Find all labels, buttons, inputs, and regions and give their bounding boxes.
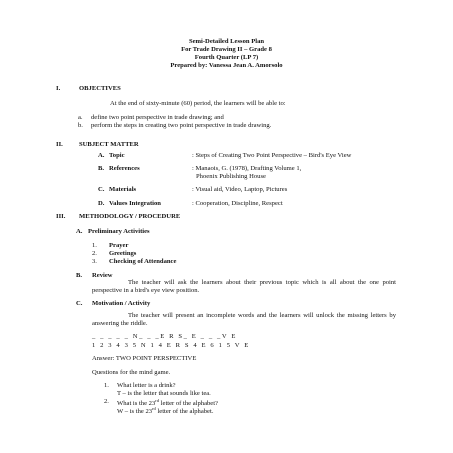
preliminary-number-1: 1.	[92, 242, 97, 249]
subject-row-letter-topic: A.	[98, 152, 105, 159]
subject-row-value-references: : Manaois, G. (1978), Drafting Volume 1,	[192, 165, 302, 172]
header-subject: For Trade Drawing II – Grade 8	[181, 46, 272, 53]
subsection-letter-motivation: C.	[76, 300, 83, 307]
subject-row-label-references: References	[109, 165, 140, 172]
section-heading-methodology: METHODOLOGY / PROCEDURE	[79, 213, 181, 220]
subsection-heading-review: Review	[92, 272, 113, 279]
subject-row-label-topic: Topic	[109, 152, 125, 159]
subsection-letter-preliminary: A.	[76, 228, 83, 235]
subject-row-label-materials: Materials	[109, 186, 137, 193]
question-answer-1: T – is the letter that sounds like tea.	[117, 390, 211, 397]
header-quarter: Fourth Quarter (LP 7)	[194, 54, 259, 61]
section-heading-subject-matter: SUBJECT MATTER	[79, 141, 139, 148]
section-heading-objectives: OBJECTIVES	[79, 85, 121, 92]
subject-row-letter-references: B.	[98, 165, 105, 172]
objective-marker-b: b.	[78, 122, 83, 129]
section-numeral-objectives: I.	[56, 85, 61, 92]
subject-row-value-values: : Cooperation, Discipline, Respect	[192, 200, 283, 207]
subject-row-letter-materials: C.	[98, 186, 105, 193]
preliminary-number-2: 2.	[92, 250, 97, 257]
subsection-heading-motivation: Motivation / Activity	[92, 300, 151, 307]
preliminary-number-3: 3.	[92, 258, 97, 265]
subject-row-letter-values: D.	[98, 200, 105, 207]
objective-text-b: perform the steps in creating two point perspective in trade drawing.	[91, 122, 272, 129]
question-text-1: What letter is a drink?	[117, 382, 176, 389]
puzzle-letters: _ _ _ _ _ N_ _ _E R S_ E _ _ _V E	[92, 333, 237, 340]
section-numeral-methodology: III.	[56, 213, 66, 220]
question-number-1: 1.	[104, 382, 109, 389]
objective-text-a: define two point perspective in trade drawing; and	[91, 114, 224, 121]
questions-intro: Questions for the mind game.	[92, 369, 171, 376]
subject-row-value-references-2: Phoenix Publishing House	[196, 173, 266, 180]
question-answer-2: W – is the 23rd letter of the alphabet.	[117, 406, 214, 416]
header-author: Prepared by: Vanessa Jean A. Amorsolo	[170, 62, 283, 69]
objective-marker-a: a.	[78, 114, 83, 121]
subsection-heading-preliminary: Preliminary Activities	[88, 228, 150, 235]
preliminary-item-prayer: Prayer	[109, 242, 129, 249]
preliminary-item-greetings: Greetings	[109, 250, 137, 257]
question-number-2: 2.	[104, 398, 109, 405]
review-paragraph: The teacher will ask the learners about their previous topic which is all about the one point perspective in a bird's eye view position.	[92, 279, 396, 294]
puzzle-numbers: 1 2 3 4 3 5 N 1 4 E R S 4 E 6 1 5 V E	[92, 342, 250, 349]
question-text-2: What is the 23rd letter of the alphabet?	[117, 398, 218, 408]
puzzle-answer: Answer: TWO POINT PERSPECTIVE	[92, 355, 197, 362]
objectives-intro: At the end of sixty-minute (60) period, the learners will be able to:	[110, 100, 286, 107]
subject-row-value-materials: : Visual aid, Video, Laptop, Pictures	[192, 186, 288, 193]
subsection-letter-review: B.	[76, 272, 83, 279]
subject-row-value-topic: : Steps of Creating Two Point Perspective – Bird's Eye View	[192, 152, 352, 159]
header-title: Semi-Detailed Lesson Plan	[188, 38, 265, 45]
section-numeral-subject-matter: II.	[56, 141, 63, 148]
subject-row-label-values: Values Integration	[109, 200, 161, 207]
preliminary-item-attendance: Checking of Attendance	[109, 258, 177, 265]
motivation-paragraph: The teacher will present an incomplete words and the learners will unlock the missing letters by answering the riddle.	[92, 312, 396, 327]
